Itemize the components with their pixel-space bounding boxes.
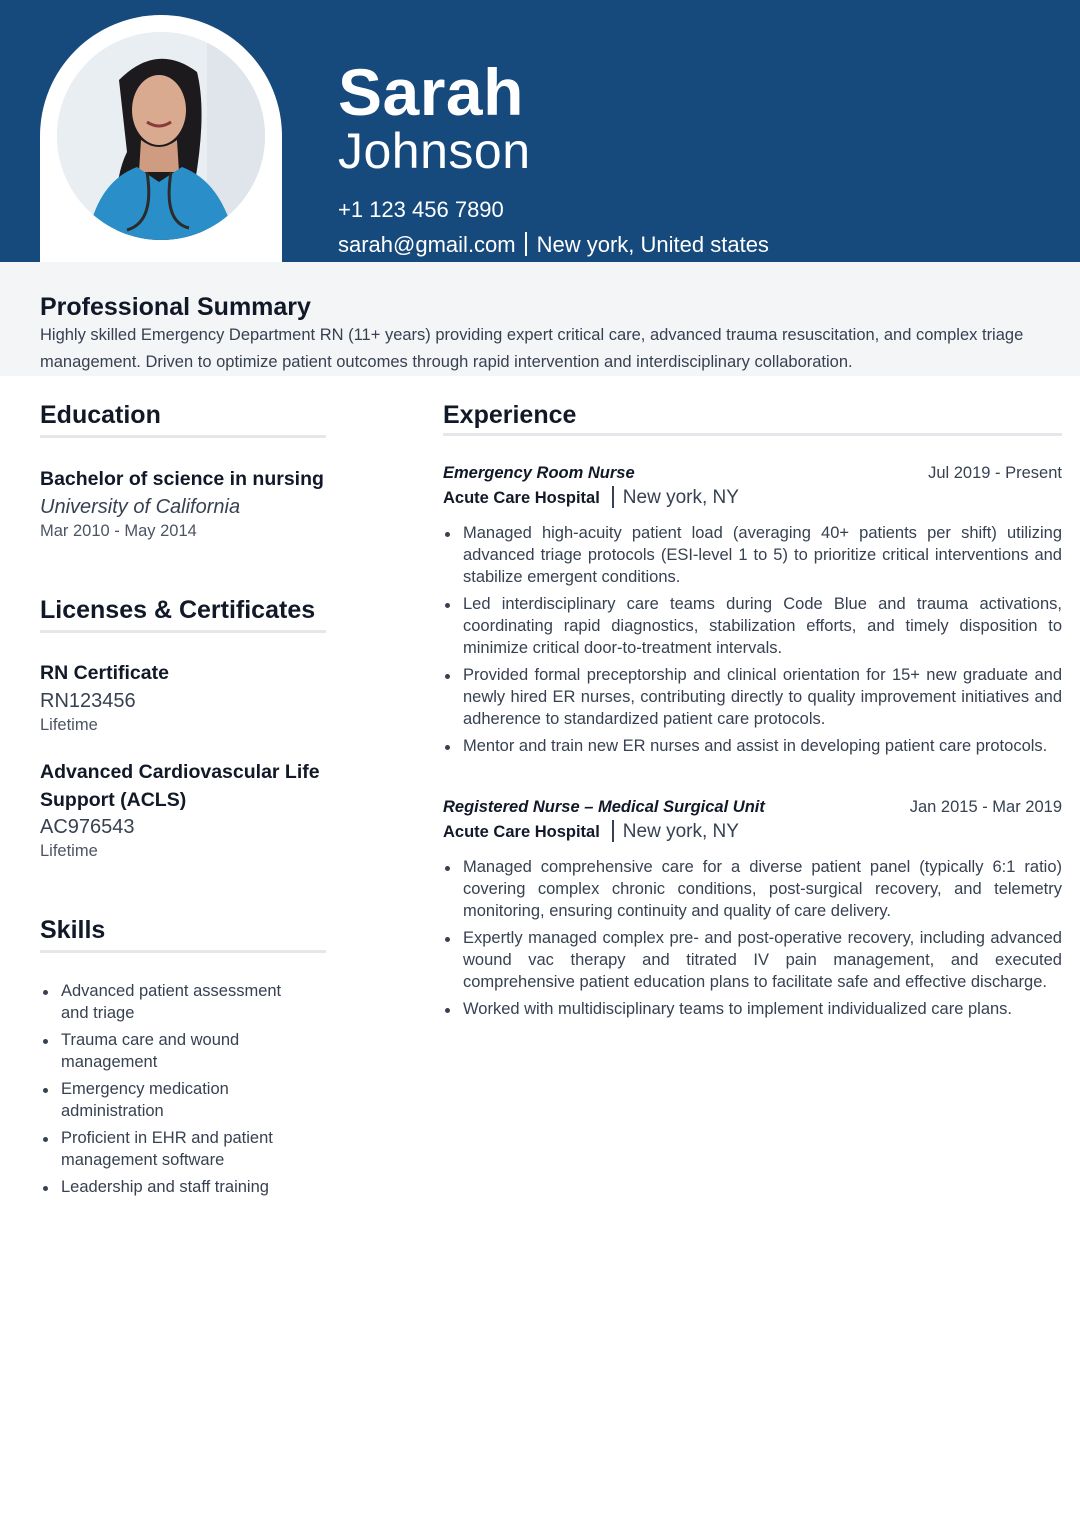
summary-text: Highly skilled Emergency Department RN (11+ years) providing expert critical care, advanced trauma resuscitation, and complex triage management. Driven to optimize patient outcomes through rapid intervention and interdisciplinary collaboration. [40,326,1024,371]
job-employer [443,820,739,844]
certificate-id: AC976543 [40,816,135,838]
section-divider [40,435,326,438]
education-heading: Education [40,401,161,429]
contact-line [338,231,769,259]
first-name: Sarah [338,55,524,129]
section-divider [40,630,326,633]
job-title: Registered Nurse – Medical Surgical Unit [443,798,765,816]
email-address: sarah@gmail.com [338,232,516,257]
job-location: New york, NY [622,487,739,508]
section-divider [443,433,1062,436]
job-bullet: Mentor and train new ER nurses and assist in developing patient care protocols. [443,735,1062,757]
section-divider [40,950,326,953]
job-dates: Jul 2019 - Present [928,464,1062,482]
education-dates: Mar 2010 - May 2014 [40,522,197,540]
skill-item: Trauma care and wound management [40,1029,310,1073]
skills-list [40,980,310,1203]
phone-number: +1 123 456 7890 [338,197,504,222]
certificate-name: Advanced Cardiovascular Life Support (ACLS) [40,761,320,811]
certificate-term: Lifetime [40,716,98,734]
location: New york, United states [536,232,769,257]
job-bullet: Led interdisciplinary care teams during Code Blue and trauma activations, coordinating rapid diagnostics, stabilization efforts, and timely disposition to minimize critical door-to-treatment intervals. [443,593,1062,659]
skill-item: Emergency medication administration [40,1078,310,1122]
certificate-id: RN123456 [40,690,136,712]
profile-photo [57,32,265,240]
summary-heading: Professional Summary [40,293,311,321]
job-employer [443,486,739,510]
job-bullets [443,522,1062,762]
last-name: Johnson [338,123,531,179]
certificate-term: Lifetime [40,842,98,860]
employer-divider [612,486,614,508]
job-location: New york, NY [622,821,739,842]
degree: Bachelor of science in nursing [40,468,324,490]
contact-divider [525,232,527,256]
job-dates: Jan 2015 - Mar 2019 [909,798,1062,816]
skill-item: Leadership and staff training [40,1176,310,1198]
job-bullet: Managed comprehensive care for a diverse patient panel (typically 6:1 ratio) covering complex chronic conditions, post-surgical recovery, and telemetry monitoring, ensuring continuity and quality of care delivery. [443,856,1062,922]
skill-item: Advanced patient assessment and triage [40,980,310,1024]
job-bullet: Worked with multidisciplinary teams to implement individualized care plans. [443,998,1062,1020]
job-bullets [443,856,1062,1025]
job-title: Emergency Room Nurse [443,464,635,482]
job-bullet: Managed high-acuity patient load (averaging 40+ patients per shift) utilizing advanced triage protocols (ESI-level 1 to 5) to prioritize critical interventions and stabilize emergent conditions. [443,522,1062,588]
employer-name: Acute Care Hospital [443,489,600,507]
job-bullet: Expertly managed complex pre- and post-operative recovery, including advanced wound vac therapy and titrated IV pain management, and executed comprehensive patient education plans to facilitate safe and effective discharge. [443,927,1062,993]
skill-item: Proficient in EHR and patient management software [40,1127,310,1171]
experience-heading: Experience [443,401,577,429]
certificates-heading: Licenses & Certificates [40,596,316,624]
job-bullet: Provided formal preceptorship and clinical orientation for 15+ new graduate and newly hired ER nurses, contributing directly to quality improvement initiatives and adherence to standardized patient care protocols. [443,664,1062,730]
certificate-name: RN Certificate [40,662,169,684]
school: University of California [40,496,241,518]
employer-name: Acute Care Hospital [443,823,600,841]
skills-heading: Skills [40,916,106,944]
employer-divider [612,820,614,842]
